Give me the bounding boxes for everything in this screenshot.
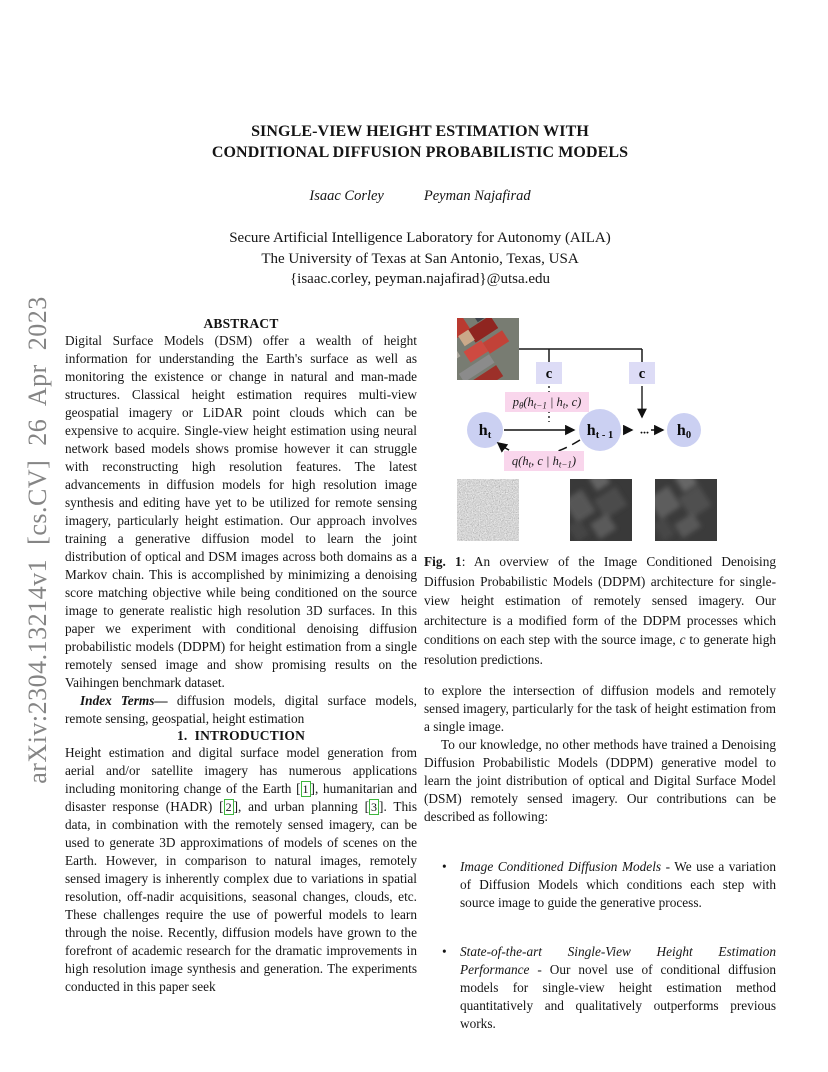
- aerial-source-image: [424, 310, 524, 405]
- bullet-marker: •: [442, 859, 447, 875]
- citation-link-2[interactable]: 2: [225, 800, 232, 814]
- citation-link-3[interactable]: 3: [371, 800, 378, 814]
- node-label-ht-1: ht - 1: [586, 422, 614, 441]
- dsm-image-t-1: [551, 468, 635, 545]
- node-label-h0: h0: [676, 422, 692, 441]
- right-column-paragraph-2: To our knowledge, no other methods have trained a Denoising Diffusion Probabilistic Models (DDPM) generative model to learn the joint distribution of optical and Digital Surface Model (DSM) remotely sensed imagery. Our contributions can be described as following:: [424, 737, 776, 825]
- dsm-image-0: [637, 468, 718, 545]
- paper-title-line-2: CONDITIONAL DIFFUSION PROBABILISTIC MODELS: [211, 144, 629, 161]
- p-theta-equation: $p_\theta(h_{t-1}$ | $h_t$, c): [512, 395, 582, 411]
- intro-text-2: ], humanitarian and disaster response (HADR) [: [65, 781, 417, 814]
- condition-label-2: c: [638, 366, 646, 382]
- ellipsis-label: ...: [640, 422, 649, 437]
- citation-link-1[interactable]: 1: [302, 782, 309, 796]
- abstract-heading: ABSTRACT: [203, 316, 279, 331]
- index-terms-text: diffusion models, digital surface models, remote sensing, geospatial, height estimation: [65, 693, 417, 726]
- q-equation: $q(h_t$, c | $h_{t-1}$): [511, 454, 577, 470]
- right-column-paragraph-1: to explore the intersection of diffusion models and remotely sensed imagery, particularly for the task of height estimation from a single image.: [424, 683, 776, 735]
- figure-1-caption: [424, 552, 776, 669]
- figure-caption-text-1: : An overview of the Image Conditioned Denoising Diffusion Probabilistic Models (DDPM) architecture for single-view height estimation of remotely sensed imagery. Our architecture is a modified form of the DDPM processes which conditions on each step with the source image,: [424, 554, 777, 647]
- figure-caption-c-symbol: c: [679, 632, 686, 647]
- affiliation-line-1: Secure Artificial Intelligence Laboratory for Autonomy (AILA): [229, 230, 611, 246]
- index-terms-label: Index Terms—: [80, 693, 168, 708]
- affiliation-line-2: The University of Texas at San Antonio, Texas, USA: [261, 250, 579, 267]
- right-column: [424, 310, 776, 1033]
- contribution-1-text: - We use a variation of Diffusion Models which conditions each step with source image to guide the generative process.: [460, 859, 776, 911]
- condition-label-1: c: [545, 366, 553, 382]
- author-name-1: Isaac Corley: [309, 188, 384, 204]
- contact-emails: {isaac.corley, peyman.najafirad}@utsa.edu: [289, 271, 551, 287]
- paper-title-line-1: SINGLE-VIEW HEIGHT ESTIMATION WITH: [251, 123, 589, 140]
- index-terms-paragraph: [65, 692, 417, 728]
- contribution-item-2: [442, 943, 776, 1033]
- authors-row: [20, 188, 820, 205]
- affiliation-block: [20, 228, 820, 290]
- intro-text-4: ]. This data, in combination with the remotely sensed imagery, can be used to generate 3D approximations of models of scenes on the Earth. However, in comparison to natural images, remotely sensed imagery is inherently complex due to variations in spatial resolution, off-nadir acquisitions, seasonal changes, clouds, etc. These challenges require the use of powerful models to learn through the noise. Recently, diffusion models have grown to the forefront of academic research for the dramatic improvements in high resolution image synthesis and generation. The experiments conducted in this paper seek: [65, 799, 418, 994]
- arxiv-watermark: arXiv:2304.13214v1 [cs.CV] 26 Apr 2023: [23, 296, 52, 784]
- bullet-marker: •: [442, 944, 447, 960]
- contribution-2-text: - Our novel use of conditional diffusion models for single-view height estimation method quantitatively and qualitatively outperforms previous works.: [460, 962, 776, 1032]
- author-name-2: Peyman Najafirad: [423, 188, 531, 204]
- node-label-ht: ht: [478, 422, 492, 441]
- figure-caption-text-2: to generate high resolution predictions.: [424, 632, 777, 667]
- figure-1-diagram: [424, 310, 774, 545]
- contribution-1-lead: Image Conditioned Diffusion Models: [460, 859, 662, 875]
- left-column: [65, 316, 417, 996]
- intro-text-3: ], and urban planning [: [233, 799, 370, 814]
- introduction-paragraph: [65, 744, 417, 996]
- contribution-item-1: [442, 858, 776, 912]
- intro-text-1: Height estimation and digital surface model generation from aerial and/or satellite imagery has numerous applications including monitoring change of the Earth [: [65, 745, 417, 796]
- contribution-2-lead: State-of-the-art Single-View Height Estimation Performance: [460, 944, 776, 978]
- introduction-heading: 1. INTRODUCTION: [176, 728, 306, 743]
- figure-caption-label: Fig. 1: [424, 554, 462, 569]
- contributions-list: [424, 858, 776, 1033]
- abstract-paragraph: Digital Surface Models (DSM) offer a wealth of height information for understanding the Earth's surface as well as monitoring the existence or change in natural and man-made structures. Classical height estimation requires multi-view geospatial imagery or LiDAR point clouds which can be expensive to acquire. Single-view height estimation using neural network based models shows promise however it can struggle with reconstructing high resolution features. The latest advancements in diffusion models for high resolution image synthesis and editing have yet to be utilized for remote sensing imagery, particularly height estimation. Our approach involves training a generative diffusion model to learn the joint distribution of optical and DSM images across both domains as a Markov chain. This is accomplished by minimizing a denoising score matching objective while being conditioned on the source image to generate realistic high resolution 3D surfaces. In this paper we experiment with conditional denoising diffusion probabilistic models (DDPM) for height estimation from a single remotely sensed image and show promising results on the Vaihingen benchmark dataset.: [65, 333, 417, 690]
- condition-connector-lines: [519, 349, 642, 362]
- noise-image-t: [457, 479, 519, 541]
- paper-header: [20, 121, 820, 290]
